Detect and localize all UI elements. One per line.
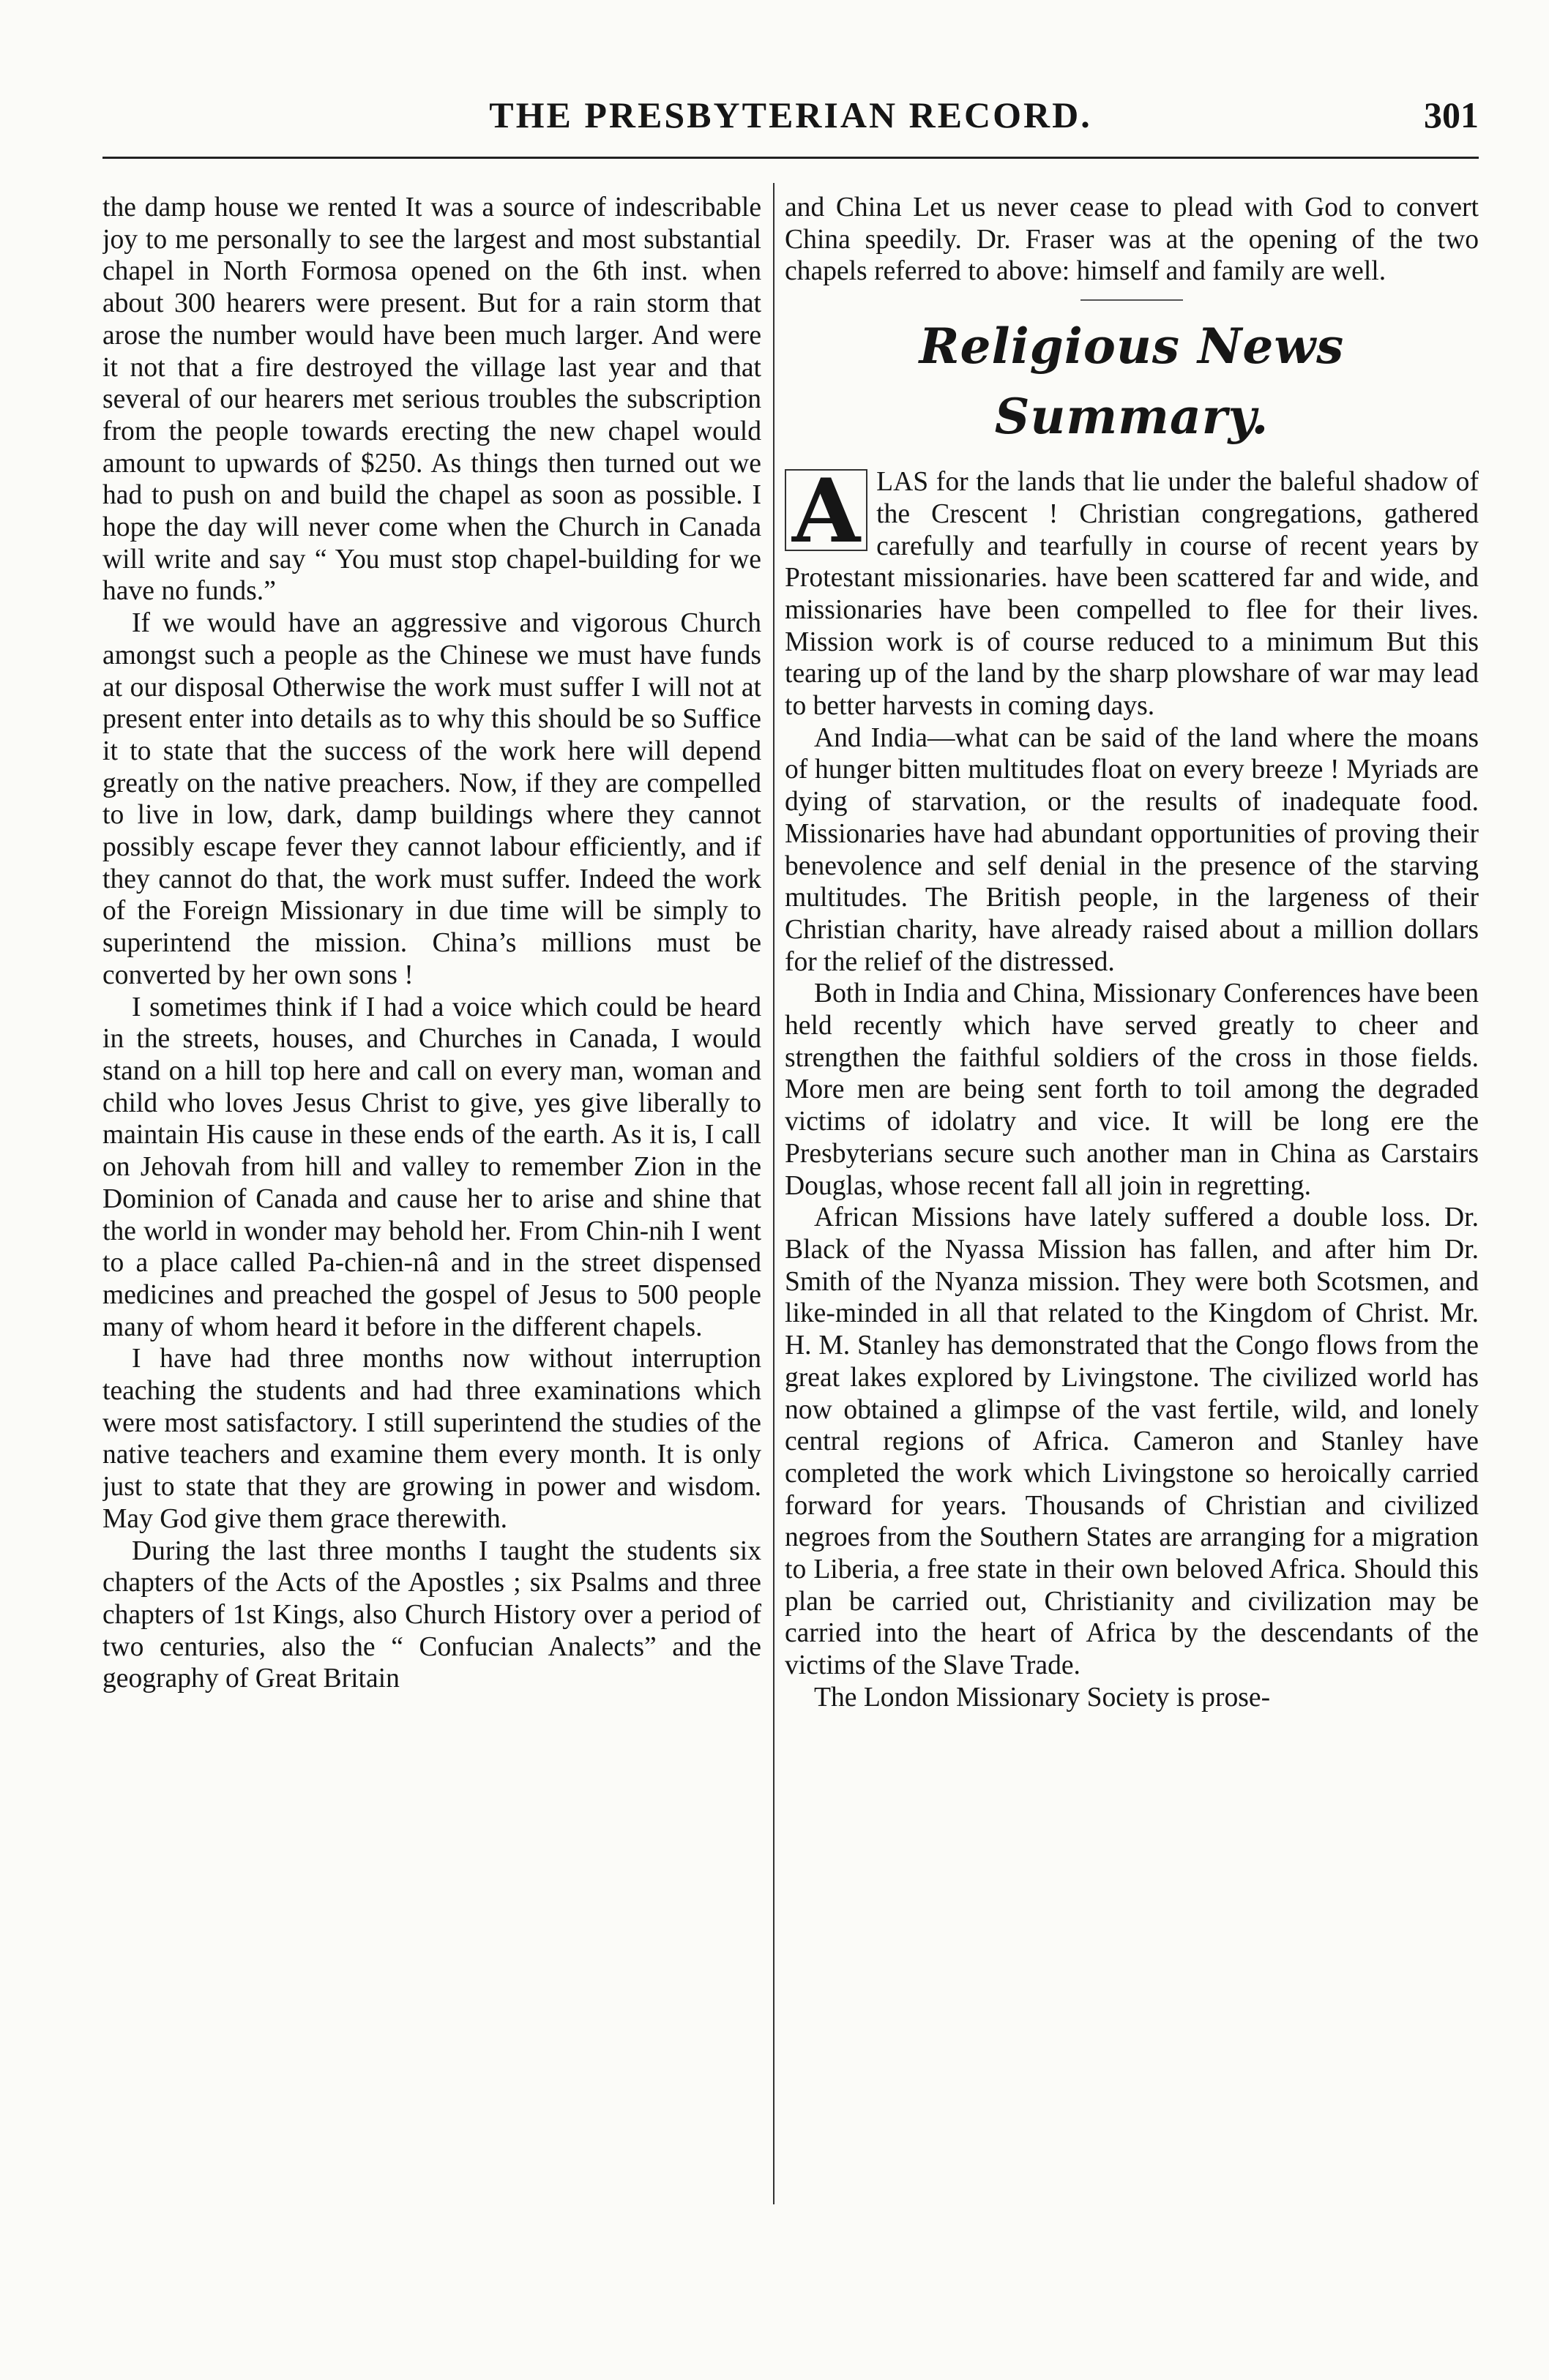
section-separator bbox=[1080, 299, 1183, 301]
right-paragraph: The London Missionary Society is prose- bbox=[814, 1682, 1271, 1713]
right-paragraph: And India—what can be said of the land where the moans of hunger bitten multitudes float on every breeze ! Myriads are dying of starvation, or the results of inadequate food. Missionaries have had abundant opportunities of proving their benevolence and self denial in the presence of the starving multitudes. The British people, in the largeness of their Christian charity, have already raised about a million dollars for the relief of the distressed. bbox=[785, 722, 1479, 977]
left-paragraph: I have had three months now without interruption teaching the students and had three examinations which were most satisfactory. I still superintend the studies of the native teachers and examine them every month. It is only just to state that they are growing in power and wisdom. May God give them grace therewith. bbox=[102, 1344, 761, 1534]
lead-paragraph-text: LAS for the lands that lie under the baleful shadow of the Crescent ! Christian congregations, gathered carefully and tearfully in course of recent years by Protestant missionaries. have been scattered far and wide, and missionaries have been compelled to flee for their lives. Mission work is of course reduced to a minimum But this tearing up of the land by the sharp plowshare of war may lead to better harvests in coming days. bbox=[785, 467, 1479, 722]
left-paragraph: If we would have an aggressive and vigorous Church amongst such a people as the Chinese we must have funds at our disposal Otherwise the work must suffer I will not at present enter into details as to why this should be so Suffice it to state that the success of the work here will depend greatly on the native preachers. Now, if they are compelled to live in low, dark, damp buildings where they cannot possibly escape fever they cannot labour efficiently, and if they cannot do that, the work must suffer. Indeed the work of the Foreign Missionary in due time will be simply to superintend the mission. China’s millions must be converted by her own sons ! bbox=[102, 608, 761, 990]
section-heading: Religious News Summary. bbox=[919, 318, 1345, 446]
left-paragraph: During the last three months I taught the students six chapters of the Acts of the Apostles ; six Psalms and three chapters of 1st Kings, also Church History over a period of two centuries, also the “ Confucian Analects” and the geography of Great Britain bbox=[102, 1535, 761, 1694]
left-column bbox=[102, 192, 761, 2336]
page-number: 301 bbox=[1424, 94, 1479, 135]
right-paragraph: Both in India and China, Missionary Conferences have been held recently which have served greatly to cheer and strengthen the faithful soldiers of the cross in those fields. More men are being sent forth to toil among the degraded victims of idolatry and vice. It will be long ere the Presbyterians secure such another man in China as Carstairs Douglas, whose recent fall all join in regretting. bbox=[785, 978, 1479, 1201]
right-column bbox=[785, 192, 1479, 2336]
right-paragraph: African Missions have lately suffered a double loss. Dr. Black of the Nyassa Mission has fallen, and after him Dr. Smith of the Nyanza mission. They were both Scotsmen, and like-minded in all that related to the Kingdom of Christ. Mr. H. M. Stanley has demonstrated that the Congo flows from the great lakes explored by Livingstone. The civilized world has now obtained a glimpse of the vast fertile, wild, and lonely central regions of Africa. Cameron and Stanley have completed the work which Livingstone so heroically carried forward for years. Thousands of Christian and civilized negroes from the Southern States are arranging for a migration to Liberia, a free state in their own beloved Africa. Should this plan be carried out, Christianity and civilization may be carried into the heart of Africa by the descendants of the victims of the Slave Trade. bbox=[785, 1202, 1479, 1681]
header-rule bbox=[102, 157, 1479, 159]
publication-title: THE PRESBYTERIAN RECORD. bbox=[489, 94, 1092, 135]
left-paragraph: I sometimes think if I had a voice which could be heard in the streets, houses, and Churches in Canada, I would stand on a hill top here and call on every man, woman and child who loves Jesus Christ to give, yes give liberally to maintain His cause in these ends of the earth. As it is, I call on Jehovah from hill and valley to remember Zion in the Dominion of Canada and cause her to arise and shine that the world in wonder may behold her. From Chin-nih I went to a place called Pa-chien-nâ and in the street dispensed medicines and preached the gospel of Jesus to 500 people many of whom heard it before in the different chapels. bbox=[102, 992, 761, 1342]
left-paragraph: the damp house we rented It was a source of indescribable joy to me personally to see the largest and most substantial chapel in North Formosa opened on the 6th inst. when about 300 hearers were present. But for a rain storm that arose the number would have been much larger. And were it not that a fire destroyed the village last year and that several of our hearers met serious troubles the subscription from the people towards erecting the new chapel would amount to upwards of $250. As things then turned out we had to push on and build the chapel as soon as possible. I hope the day will never come when the Church in Canada will write and say “ You must stop chapel-building for we have no funds.” bbox=[102, 192, 761, 607]
continued-paragraph: and China Let us never cease to plead with God to convert China speedily. Dr. Fraser was at the opening of the two chapels referred to above: himself and family are well. bbox=[785, 192, 1479, 287]
lead-paragraph bbox=[785, 460, 1479, 722]
running-head bbox=[102, 86, 1479, 145]
drop-cap: A bbox=[785, 469, 867, 551]
column-divider bbox=[773, 183, 774, 2204]
